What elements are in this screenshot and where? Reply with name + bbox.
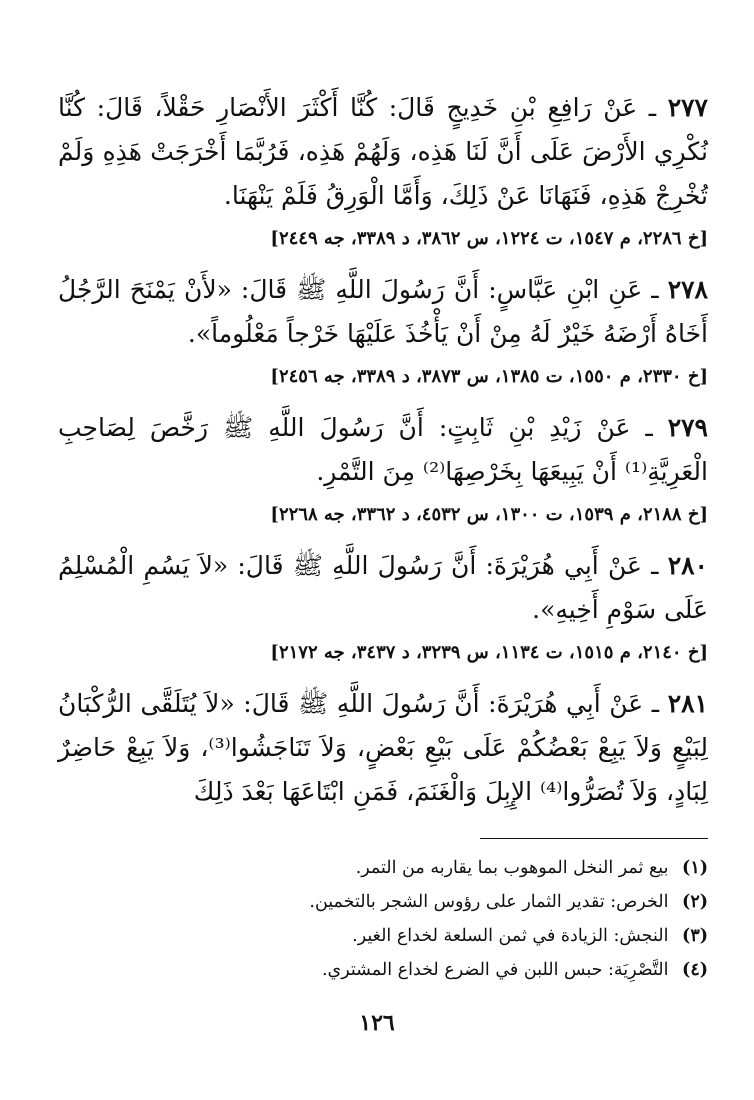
hadith-references: [خ ٢٢٨٦، م ١٥٤٧، ت ١٢٢٤، س ٣٨٦٢، د ٣٣٨٩، جه ٢٤٤٩] xyxy=(270,228,708,249)
footnote-divider xyxy=(480,838,708,839)
hadith-281 xyxy=(58,682,708,814)
footnotes-list xyxy=(58,851,708,987)
hadith-references: [خ ٢١٤٠، م ١٥١٥، ت ١١٣٤، س ٣٢٣٩، د ٣٤٣٧، جه ٢١٧٢] xyxy=(270,642,708,663)
hadith-text: ـ عَنْ زَيْدِ بْنِ ثَابِتٍ: أَنَّ رَسُولَ اللَّهِ ﷺ رَخَّصَ لِصَاحِبِ الْعَرِيَّةِ⁽¹⁾ أَنْ يَبِيعَهَا بِخَرْصِهَا⁽²⁾ مِنَ التَّمْرِ. xyxy=(58,413,708,486)
hadith-number: ٢٧٨ xyxy=(667,275,708,304)
page-body xyxy=(58,86,708,987)
footnote-text: التَّصْرِيَة: حبس اللبن في الضرع لخداع المشتري. xyxy=(321,960,669,980)
footnote-2 xyxy=(58,885,708,919)
hadith-number: ٢٨٠ xyxy=(667,551,708,580)
hadith-references: [خ ٢١٨٨، م ١٥٣٩، ت ١٣٠٠، س ٤٥٣٢، د ٣٣٦٢، جه ٢٢٦٨] xyxy=(270,504,708,525)
hadith-277 xyxy=(58,86,708,254)
footnote-marker: (٤) xyxy=(682,960,708,980)
hadith-text: ـ عَنْ أَبِي هُرَيْرَةَ: أَنَّ رَسُولَ اللَّهِ ﷺ قَالَ: «لاَ يَسُمِ الْمُسْلِمُ عَلَى سَوْمِ أَخِيهِ». xyxy=(58,551,708,624)
hadith-278 xyxy=(58,268,708,392)
footnote-3 xyxy=(58,919,708,953)
footnote-marker: (١) xyxy=(682,858,708,878)
hadith-number: ٢٧٩ xyxy=(667,413,708,442)
hadith-text: ـ عَنْ أَبِي هُرَيْرَةَ: أَنَّ رَسُولَ اللَّهِ ﷺ قَالَ: «لاَ يُتَلَقَّى الرُّكْبَانُ لِبَيْعٍ وَلاَ يَبِعْ بَعْضُكُمْ عَلَى بَيْعِ بَعْضٍ، وَلاَ تَنَاجَشُوا⁽³⁾، وَلاَ يَبِعْ حَاضِرٌ لِبَادٍ، وَلاَ تُصَرُّوا⁽⁴⁾ الإِبِلَ وَالْغَنَمَ، فَمَنِ ابْتَاعَهَا بَعْدَ ذَلِكَ xyxy=(58,689,708,806)
footnote-marker: (٢) xyxy=(682,892,708,912)
footnote-text: الخرص: تقدير الثمار على رؤوس الشجر بالتخمين. xyxy=(309,892,669,912)
footnote-marker: (٣) xyxy=(682,926,708,946)
footnote-text: بيع ثمر النخل الموهوب بما يقاربه من التمر. xyxy=(355,858,669,878)
footnote-1 xyxy=(58,851,708,885)
footnote-text: النجش: الزيادة في ثمن السلعة لخداع الغير. xyxy=(352,926,669,946)
footnote-4 xyxy=(58,953,708,987)
page-number: ١٢٦ xyxy=(359,1010,395,1036)
hadith-text: ـ عَنِ ابْنِ عَبَّاسٍ: أَنَّ رَسُولَ اللَّهِ ﷺ قَالَ: «لأَنْ يَمْنَحَ الرَّجُلُ أَخَاهُ أَرْضَهُ خَيْرٌ لَهُ مِنْ أَنْ يَأْخُذَ عَلَيْهَا خَرْجاً مَعْلُوماً». xyxy=(58,275,708,348)
hadith-number: ٢٨١ xyxy=(667,689,708,718)
hadith-references: [خ ٢٣٣٠، م ١٥٥٠، ت ١٣٨٥، س ٣٨٧٣، د ٣٣٨٩، جه ٢٤٥٦] xyxy=(270,366,708,387)
hadith-280 xyxy=(58,544,708,668)
hadith-text: ـ عَنْ رَافِعِ بْنِ خَدِيجٍ قَالَ: كُنَّا أَكْثَرَ الأَنْصَارِ حَقْلاً، قَالَ: كُنَّا نُكْرِي الأَرْضَ عَلَى أَنَّ لَنَا هَذِه، وَلَهُمْ هَذِه، فَرُبَّمَا أَخْرَجَتْ هَذِهِ وَلَمْ تُخْرِجْ هَذِهِ، فَنَهَانَا عَنْ ذَلِكَ، وَأَمَّا الْوَرِقُ فَلَمْ يَنْهَنَا. xyxy=(58,93,708,210)
hadith-number: ٢٧٧ xyxy=(667,93,708,122)
hadith-279 xyxy=(58,406,708,530)
